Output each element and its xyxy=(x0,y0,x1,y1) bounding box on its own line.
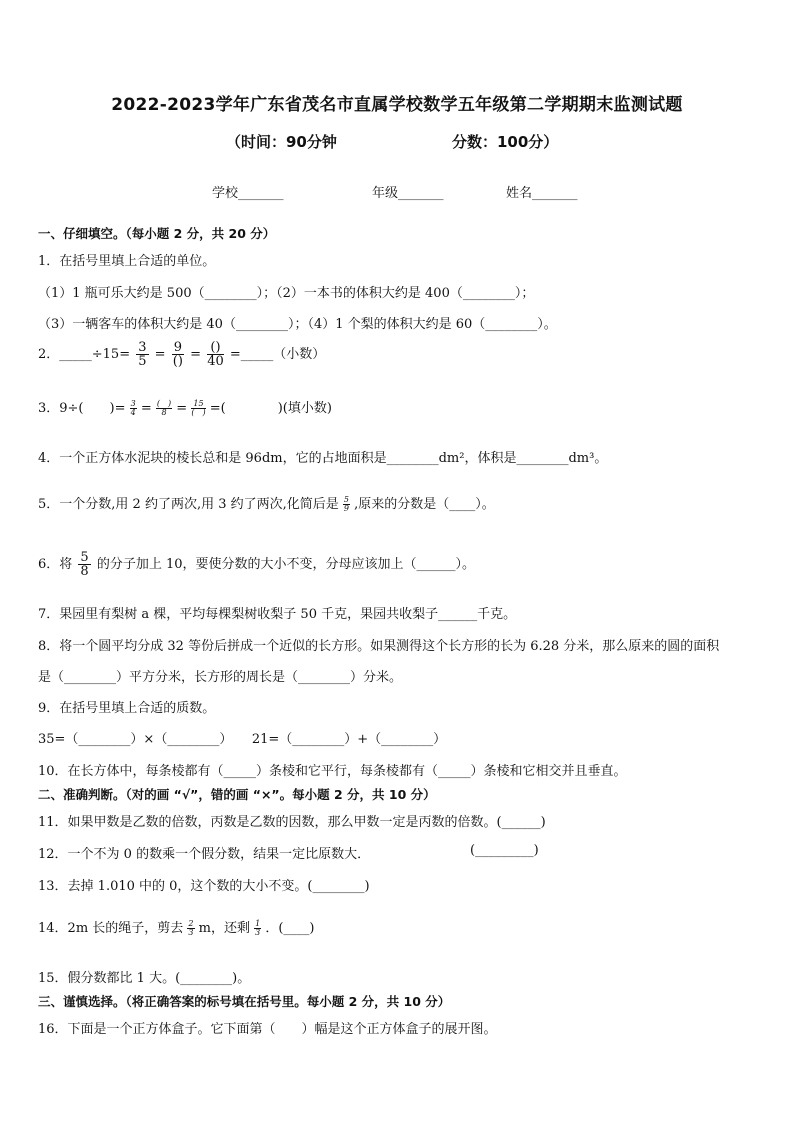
question-6 xyxy=(38,551,475,578)
q6-suffix: 的分子加上 10，要使分数的大小不变，分母应该加上（______）。 xyxy=(96,557,476,572)
q3-fraction-3: 15 ( ) xyxy=(191,399,206,417)
q3-equals-1: = xyxy=(140,401,152,416)
school-field: 学校_______ xyxy=(212,186,284,201)
question-5 xyxy=(38,493,495,513)
question-9: 9．在括号里填上合适的质数。 xyxy=(38,701,216,716)
question-12-answer-blank: (_________) xyxy=(470,843,539,858)
section-3-heading: 三、谨慎选择。（将正确答案的标号填在括号里。每小题 2 分，共 10 分） xyxy=(38,994,451,1009)
q5-suffix: ,原来的分数是（____）。 xyxy=(354,497,495,512)
question-7: 7．果园里有梨树 a 棵，平均每棵梨树收梨子 50 千克，果园共收梨子______千克。 xyxy=(38,607,517,622)
question-15: 15．假分数都比 1 大。(________)。 xyxy=(38,971,251,986)
question-4: 4．一个正方体水泥块的棱长总和是 96dm，它的占地面积是________dm²，体积是________dm³。 xyxy=(38,451,608,466)
q3-prefix: 3．9÷( )= xyxy=(38,401,126,416)
q5-prefix: 5．一个分数,用 2 约了两次,用 3 约了两次,化简后是 xyxy=(38,497,339,512)
question-3 xyxy=(38,397,332,417)
q6-fraction: $\frac{5}{8}$ xyxy=(80,550,89,579)
q14-middle: m，还剩 xyxy=(198,921,250,936)
q2-prefix: 2．_____÷15= xyxy=(38,347,131,362)
question-16: 16．下面是一个正方体盒子。它下面第（ ）幅是这个正方体盒子的展开图。 xyxy=(38,1022,497,1037)
q3-suffix: =( )(填小数) xyxy=(209,401,332,416)
question-12: 12．一个不为 0 的数乘一个假分数，结果一定比原数大． xyxy=(38,847,371,862)
q14-fraction-1: $\frac{2}{3}$ xyxy=(188,919,194,937)
q14-suffix: ．(____) xyxy=(265,921,315,936)
question-11: 11．如果甲数是乙数的倍数，丙数是乙数的因数，那么甲数一定是丙数的倍数。(______) xyxy=(38,815,546,830)
question-8-line-a: 8．将一个圆平均分成 32 等份后拼成一个近似的长方形。如果测得这个长方形的长为 6.28 分米，那么原来的圆的面积 xyxy=(38,639,720,654)
q3-equals-2: = xyxy=(176,401,188,416)
q5-fraction: $\frac{5}{9}$ xyxy=(343,495,349,513)
section-1-heading: 一、仔细填空。（每小题 2 分，共 20 分） xyxy=(38,226,276,241)
q3-fraction-2: ( ) 8 xyxy=(156,399,172,417)
exam-score: 分数：100分） xyxy=(452,133,559,151)
question-1-line-a: （1）1 瓶可乐大约是 500（________）；（2）一本书的体积大约是 400（________）； xyxy=(38,286,535,301)
question-1-line-b: （3）一辆客车的体积大约是 40（________）；（4）1 个梨的体积大约是 60（________）。 xyxy=(38,317,557,332)
question-8-line-b: 是（________）平方分米，长方形的周长是（________）分米。 xyxy=(38,670,403,685)
exam-time: （时间：90分钟 xyxy=(226,133,337,151)
question-13: 13．去掉 1.010 中的 0，这个数的大小不变。(________) xyxy=(38,879,370,894)
q3-fraction-1: $\frac{3}{4}$ xyxy=(130,399,136,417)
page-title: 2022-2023学年广东省茂名市直属学校数学五年级第二学期期末监测试题 xyxy=(111,95,683,115)
question-9-line-a: 35=（________）×（________） 21=（________）+（________） xyxy=(38,732,447,747)
q2-fraction-1: $\frac{3}{5}$ xyxy=(138,340,147,369)
question-1: 1．在括号里填上合适的单位。 xyxy=(38,254,216,269)
q2-suffix: =_____（小数） xyxy=(229,347,326,362)
q14-fraction-2: $\frac{1}{3}$ xyxy=(255,919,261,937)
q14-prefix: 14．2m 长的绳子，剪去 xyxy=(38,921,184,936)
section-2-heading: 二、准确判断。（对的画 “√”，错的画 “×”。每小题 2 分，共 10 分） xyxy=(38,787,436,802)
question-10: 10．在长方体中，每条棱都有（_____）条棱和它平行，每条棱都有（_____）条棱和它相交并且垂直。 xyxy=(38,764,627,779)
q2-fraction-2: $\frac{9}{()}$ xyxy=(172,340,183,369)
q6-prefix: 6．将 xyxy=(38,557,73,572)
question-14 xyxy=(38,917,315,937)
q2-fraction-3: $\frac{()}{40}$ xyxy=(207,340,224,369)
name-field: 姓名_______ xyxy=(506,186,578,201)
grade-field: 年级_______ xyxy=(372,186,444,201)
q2-equals-1: = xyxy=(154,347,166,362)
question-2 xyxy=(38,341,325,368)
q2-equals-2: = xyxy=(190,347,202,362)
